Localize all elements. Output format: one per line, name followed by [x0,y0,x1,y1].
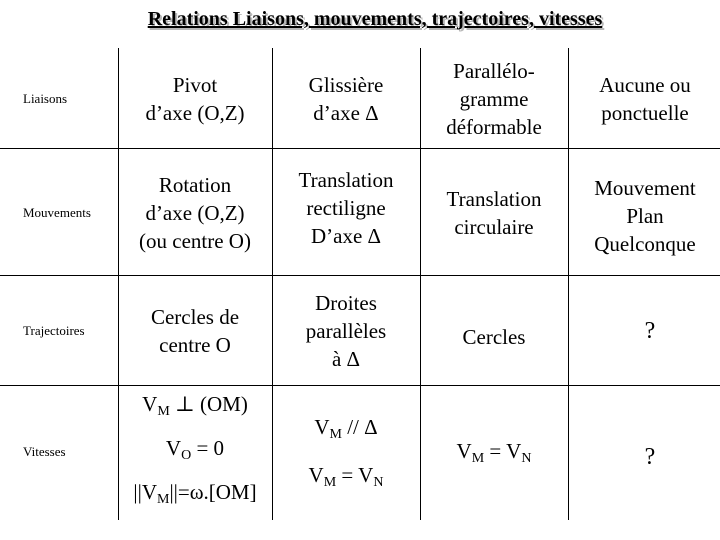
vitesse-perpendicular-line [142,386,248,430]
subscript: M [157,404,170,419]
column-divider [272,48,273,520]
cell-line: d’axe (O,Z) [145,200,245,225]
cell-line: D’axe Δ [310,224,382,248]
expression: ⊥ (OM) [169,392,248,416]
cell-line: Quelconque [594,232,696,256]
expression: = 0 [191,436,225,460]
vitesse-norm-line [133,474,256,518]
cell-trajectoire-droites [274,277,418,385]
cell-line: Cercles [462,325,526,349]
vitesse-equal-line [309,455,384,503]
cell-line: Pivot [172,73,218,97]
cell-line: parallèles [305,319,387,343]
expression: ||=ω.[OM] [169,480,257,504]
subscript: M [329,427,342,442]
symbol-v: V [165,436,182,460]
row-divider [0,275,720,276]
expression: = V [336,463,374,487]
cell-mouvement-translation-rectiligne [274,150,418,275]
symbol-v: V [142,392,158,416]
cell-trajectoire-cercles [422,277,566,385]
cell-line: ? [644,318,656,344]
cell-line: Rotation [158,172,232,197]
cell-line: Aucune ou [599,73,691,97]
symbol-v: V [308,463,324,487]
page-title: Relations Liaisons, mouvements, trajectoires, vitesses [147,8,603,30]
cell-liaison-pivot [120,50,270,148]
cell-liaison-parallelogramme [422,50,566,148]
cell-line: ? [644,444,656,470]
cell-line: circulaire [454,214,534,239]
cell-line: (ou centre O) [139,228,251,253]
expression: = V [484,439,522,463]
cell-line: d’axe Δ [313,101,379,125]
vitesse-equal-line [457,437,532,473]
cell-line: gramme [459,87,529,111]
cell-line: Translation [446,186,542,211]
cell-vitesse-translation [274,387,418,517]
cell-trajectoire-cercles-centre [120,277,270,385]
subscript: M [323,475,337,490]
symbol-v: V [314,415,330,439]
cell-line: Parallélo- [453,59,535,83]
cell-liaison-aucune [570,50,720,148]
row-divider [0,148,720,149]
cell-line: rectiligne [306,196,386,220]
subscript: N [373,475,384,490]
column-divider [420,48,421,520]
symbol-v: ||V [133,480,157,504]
cell-trajectoire-question [640,277,660,385]
row-divider [0,385,720,386]
column-divider [118,48,119,520]
row-label-liaisons: Liaisons [23,91,68,106]
cell-vitesse-rotation [120,387,270,517]
subscript: M [471,451,485,466]
cell-line: déformable [446,115,542,139]
cell-line: à Δ [331,347,361,371]
subscript: O [181,448,192,463]
cell-mouvement-rotation [120,150,270,275]
row-label-vitesses: Vitesses [23,444,66,459]
vitesse-zero-line [166,430,224,474]
cell-vitesse-circulaire [422,387,566,517]
expression: // Δ [341,415,378,439]
cell-mouvement-translation-circulaire [422,150,566,275]
cell-line: Mouvement [594,176,696,200]
cell-vitesse-question [640,387,660,517]
cell-liaison-glissiere [274,50,418,148]
subscript: M [156,492,170,507]
cell-line: Plan [626,204,664,228]
column-divider [568,48,569,520]
cell-line: Cercles de [150,305,240,329]
cell-line: ponctuelle [601,101,689,125]
cell-mouvement-plan [570,150,720,275]
cell-line: Translation [298,168,394,192]
subscript: N [521,451,532,466]
symbol-v: V [456,439,472,463]
row-label-mouvements: Mouvements [23,204,91,220]
row-label-trajectoires: Trajectoires [23,323,85,338]
cell-line: centre O [159,333,231,357]
cell-line: d’axe (O,Z) [145,101,245,125]
vitesse-parallel-line [314,407,377,455]
cell-line: Glissière [308,73,384,97]
cell-line: Droites [315,291,377,315]
